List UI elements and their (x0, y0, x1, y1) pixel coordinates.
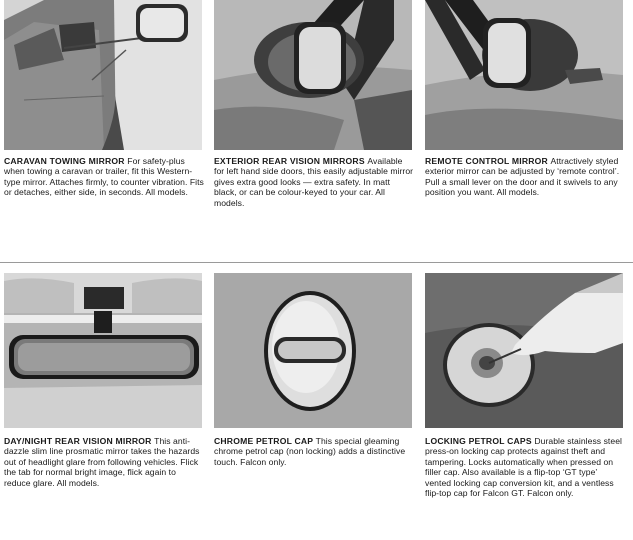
exterior-rear-vision-mirrors-photo (214, 0, 412, 150)
locking-petrol-caps-caption (425, 436, 625, 498)
item-body: Attractively styled exterior mirror can be adjusted by ‘remote control’. Pull a small lever on the door and it swivels to any position you want. All models. (425, 156, 620, 198)
item-title: LOCKING PETROL CAPS (425, 436, 535, 446)
locking-petrol-caps-photo (425, 273, 623, 428)
remote-control-mirror-caption (425, 156, 625, 198)
item-title: CARAVAN TOWING MIRROR (4, 156, 128, 166)
item-body: Available for left hand side doors, this easily adjustable mirror gives extra good looks — extra safety. In matt black, or can be colour-keyed to your car. All models. (214, 156, 414, 208)
exterior-rear-vision-mirrors-caption (214, 156, 414, 208)
caravan-towing-mirror-photo (4, 0, 202, 150)
day-night-rear-vision-mirror-caption (4, 436, 204, 488)
item-body: This anti-dazzle slim line prosmatic mirror takes the hazards out of headlight glare from following vehicles. Flick the tab for normal bright image, flick again to reduce glare. All models. (4, 436, 200, 488)
caravan-towing-mirror-caption (4, 156, 204, 198)
item-title: EXTERIOR REAR VISION MIRRORS (214, 156, 368, 166)
chrome-petrol-cap-caption (214, 436, 414, 467)
item-body: For safety-plus when towing a caravan or trailer, fit this Western-type mirror. Attaches firmly, to counter vibration. Fits or detaches, either side, in seconds. All models. (4, 156, 204, 198)
remote-control-mirror-photo (425, 0, 623, 150)
item-title: REMOTE CONTROL MIRROR (425, 156, 551, 166)
item-title: DAY/NIGHT REAR VISION MIRROR (4, 436, 155, 446)
section-divider (0, 262, 633, 263)
day-night-rear-vision-mirror-photo (4, 273, 202, 428)
chrome-petrol-cap-photo (214, 273, 412, 428)
item-title: CHROME PETROL CAP (214, 436, 316, 446)
item-body: Durable stainless steel press-on locking cap protects against theft and tampering. Locks automatically when pressed on filler cap. Also available is a flip-top ‘GT type’ vented locking cap conversion kit, and a ventless flip-top cap for Falcon GT. Falcon only. (425, 436, 622, 499)
item-body: This special gleaming chrome petrol cap (non locking) adds a distinctive touch. Falcon only. (214, 436, 406, 467)
